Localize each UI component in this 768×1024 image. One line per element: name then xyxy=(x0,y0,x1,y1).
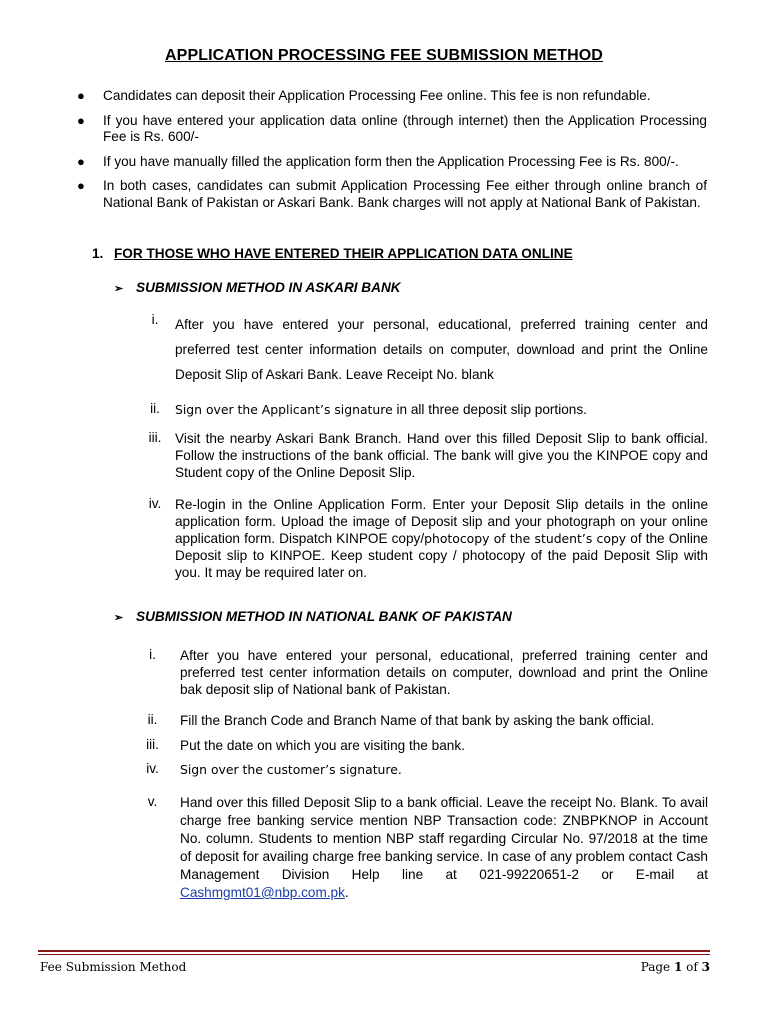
nbp-step: ii. Fill the Branch Code and Branch Name of that bank by asking the bank official. xyxy=(147,712,655,728)
list-item: ● Candidates can deposit their Application Processing Fee online. This fee is non refundable. xyxy=(77,88,651,103)
footer-title: Fee Submission Method xyxy=(40,960,187,974)
footer-rule xyxy=(38,954,710,955)
list-item: ● If you have manually filled the application form then the Application Processing Fee is Rs. 800/-. xyxy=(77,153,679,169)
section-number: 1. xyxy=(92,246,104,261)
nbp-heading: ➢ SUBMISSION METHOD IN NATIONAL BANK OF PAKISTAN xyxy=(114,609,512,624)
page-number: Page 1 of 3 xyxy=(640,960,710,974)
askari-step: iv. Re-login in the Online Application Form. Enter your Deposit Slip details in the online application form. Upload the image of Deposit slip and your photograph on your online application form. Dispatch KINPOE copy/photocopy of the student’s copy of the Online Deposit slip to KINPOE. Keep student copy / photocopy of the paid Deposit Slip with you. It may be required later on. xyxy=(148,496,708,580)
arrow-bullet-icon: ➢ xyxy=(114,283,124,295)
list-item: ● If you have entered your application data online (through internet) then the Application Processing Fee is Rs. 600/- xyxy=(77,112,707,144)
bullet-icon: ● xyxy=(77,153,85,169)
askari-heading: ➢ SUBMISSION METHOD IN ASKARI BANK xyxy=(114,280,401,295)
email-link[interactable]: Cashmgmt01@nbp.com.pk xyxy=(180,885,345,900)
askari-step: iii. Visit the nearby Askari Bank Branch. Hand over this filled Deposit Slip to bank official. Follow the instructions of the bank official. The bank will give you the KINPOE copy and Student copy of the Online Deposit Slip. xyxy=(148,430,708,480)
bullet-icon: ● xyxy=(77,178,85,193)
list-item: ● In both cases, candidates can submit Application Processing Fee either through online branch of National Bank of Pakistan or Askari Bank. Bank charges will not apply at National Bank of Pakistan. xyxy=(77,178,707,210)
page-title: APPLICATION PROCESSING FEE SUBMISSION METHOD xyxy=(165,47,603,64)
bullet-icon: ● xyxy=(77,88,85,103)
askari-step: ii. Sign over the Applicant’s signature in all three deposit slip portions. xyxy=(150,401,587,417)
section-title: FOR THOSE WHO HAVE ENTERED THEIR APPLICATION DATA ONLINE xyxy=(114,246,573,261)
arrow-bullet-icon: ➢ xyxy=(114,612,124,624)
section-1-heading xyxy=(92,246,573,261)
fee-bullet-list xyxy=(77,88,707,219)
footer-rule xyxy=(38,950,710,952)
bullet-icon: ● xyxy=(77,112,85,128)
nbp-step: v. Hand over this filled Deposit Slip to a bank official. Leave the receipt No. Blank. To avail charge free banking service mention NBP Transaction code: ZNBPKNOP in Account No. column. Students to mention NBP staff regarding Circular No. 97/2018 at the time of deposit for availing charge free banking service. In case of any problem contact Cash Management Division Help line at 021-99220651-2 or E-mail at Cashmgmt01@nbp.com.pk. xyxy=(147,794,708,900)
nbp-step: i. After you have entered your personal, educational, preferred training center and preferred test center information details on computer, download and print the Online bak deposit slip of National bank of Pakistan. xyxy=(149,647,708,697)
askari-step: i. After you have entered your personal, educational, preferred training center and preferred test center information details on computer, download and print the Online Deposit Slip of Askari Bank. Leave Receipt No. blank xyxy=(151,312,708,382)
nbp-step: iv. Sign over the customer’s signature. xyxy=(146,761,402,777)
nbp-step: iii. Put the date on which you are visiting the bank. xyxy=(146,737,465,753)
